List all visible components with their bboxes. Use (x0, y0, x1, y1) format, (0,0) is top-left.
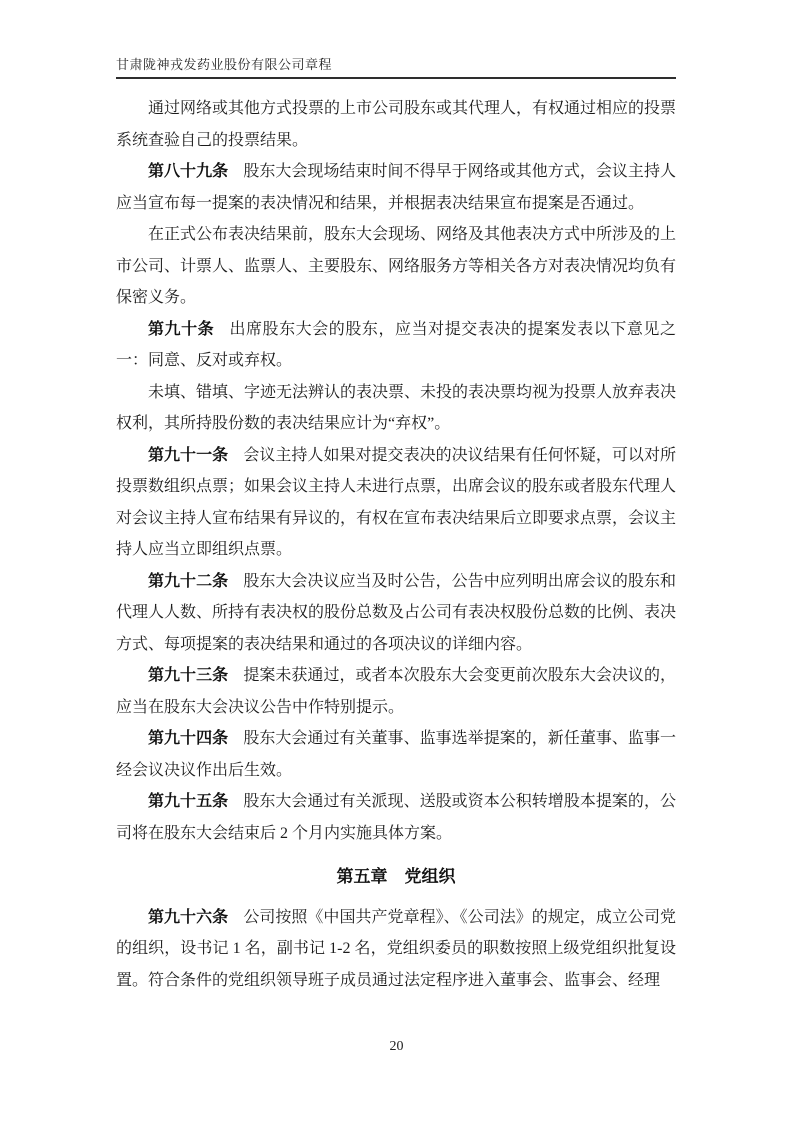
paragraph-article-94 (116, 723, 676, 786)
paragraph-text: 股东大会通过有关董事、监事选举提案的，新任董事、监事一经会议决议作出后生效。 (116, 730, 676, 779)
paragraph (116, 219, 676, 314)
document-body (116, 79, 676, 996)
paragraph-text: 股东大会现场结束时间不得早于网络或其他方式，会议主持人应当宣布每一提案的表决情况和结果，并根据表决结果宣布提案是否通过。 (116, 163, 676, 212)
header-title: 甘肃陇神戎发药业股份有限公司章程 (116, 57, 333, 72)
paragraph-article-96 (116, 902, 676, 997)
paragraph (116, 377, 676, 440)
paragraph-article-95 (116, 786, 676, 849)
paragraph-text: 股东大会决议应当及时公告，公告中应列明出席会议的股东和代理人人数、所持有表决权的股份总数及占公司有表决权股份总数的比例、表决方式、每项提案的表决结果和通过的各项决议的详细内容。 (116, 572, 677, 653)
paragraph-text: 会议主持人如果对提交表决的决议结果有任何怀疑，可以对所投票数组织点票；如果会议主持人未进行点票，出席会议的股东或者股东代理人对会议主持人宣布结果有异议的，有权在宣布表决结果后立即要求点票，会议主持人应当立即组织点票。 (116, 446, 677, 558)
chapter-heading: 第五章 党组织 (336, 867, 456, 886)
article-number: 第九十二条 (148, 572, 229, 590)
article-number: 第九十五条 (148, 793, 229, 810)
paragraph-article-91 (116, 440, 676, 566)
paragraph-text: 通过网络或其他方式投票的上市公司股东或其代理人，有权通过相应的投票系统查验自己的投票结果。 (116, 100, 677, 149)
paragraph-text: 股东大会通过有关派现、送股或资本公积转增股本提案的，公司将在股东大会结束后 2 个月内实施具体方案。 (116, 793, 676, 842)
paragraph-text: 提案未获通过，或者本次股东大会变更前次股东大会决议的，应当在股东大会决议公告中作特别提示。 (116, 667, 676, 716)
page-number: 20 (389, 1039, 404, 1054)
article-number: 第九十三条 (148, 667, 229, 684)
paragraph-article-93 (116, 660, 676, 723)
article-number: 第九十四条 (148, 730, 229, 747)
article-number: 第八十九条 (148, 163, 229, 180)
article-number: 第九十条 (148, 320, 215, 338)
paragraph (116, 93, 676, 156)
paragraph-text: 在正式公布表决结果前，股东大会现场、网络及其他表决方式中所涉及的上市公司、计票人、监票人、主要股东、网络服务方等相关各方对表决情况均负有保密义务。 (116, 226, 677, 306)
paragraph-article-89 (116, 156, 676, 219)
article-number: 第九十六条 (148, 908, 229, 926)
paragraph-text: 出席股东大会的股东，应当对提交表决的提案发表以下意见之一：同意、反对或弃权。 (116, 320, 676, 369)
page-footer (0, 1037, 793, 1055)
page-header (116, 57, 676, 79)
paragraph-article-92 (116, 566, 676, 661)
paragraph-text: 未填、错填、字迹无法辨认的表决票、未投的表决票均视为投票人放弃表决权利，其所持股份数的表决结果应计为“弃权”。 (116, 383, 677, 432)
paragraph-article-90 (116, 314, 676, 377)
article-number: 第九十一条 (148, 446, 229, 464)
paragraph-text: 公司按照《中国共产党章程》、《公司法》的规定，成立公司党的组织，设书记 1 名，副书记 1-2 名，党组织委员的职数按照上级党组织批复设置。符合条件的党组织领导班子成员通过法定程序进入董事会、监事会、经理 (116, 908, 676, 989)
